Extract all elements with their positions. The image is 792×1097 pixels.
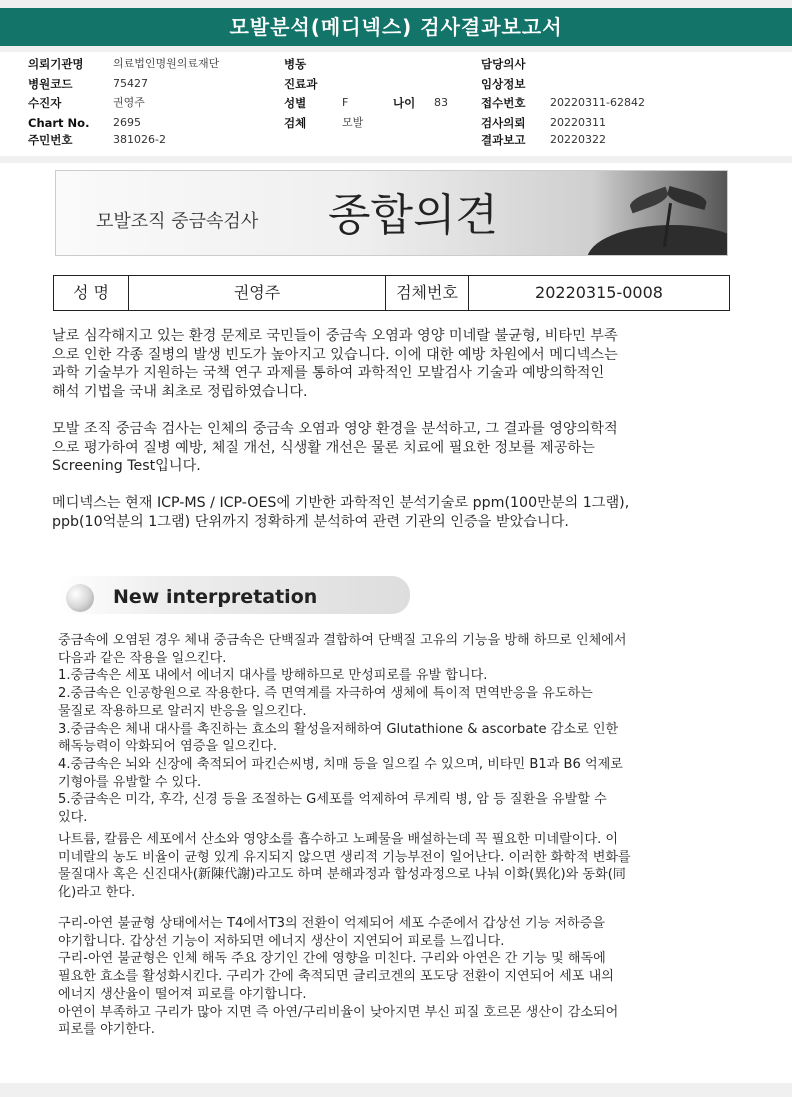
specimen-label: 검체번호 [386, 276, 469, 310]
report-title: 모발분석(메디넥스) 검사결과보고서 [0, 8, 792, 46]
intro-paragraph [52, 327, 742, 401]
text-line: 나트륨, 칼륨은 세포에서 산소와 영양소를 흡수하고 노폐물을 배설하는데 꼭 필요한 미네랄이다. 이 [58, 832, 619, 847]
bullet-sphere-icon [66, 584, 94, 612]
interpretation-paragraph [58, 632, 733, 827]
info-label: 검사의뢰 [481, 116, 526, 130]
text-line: 중금속에 오염된 경우 체내 중금속은 단백질과 결합하여 단백질 고유의 기능을 방해 하므로 인체에서 [58, 633, 627, 648]
info-label: Chart No. [28, 116, 90, 130]
patient-info-panel [0, 52, 792, 156]
text-line: 물질대사 혹은 신진대사(新陳代謝)라고도 하며 분해과정과 합성과정으로 나눠 이화(異化)와 동화(同 [58, 867, 626, 883]
info-label: 진료과 [284, 77, 318, 91]
text-line: Screening Test입니다. [52, 458, 201, 474]
summary-banner [55, 170, 728, 256]
text-line: 구리-아연 불균형 상태에서는 T4에서T3의 전환이 억제되어 세포 수준에서 갑상선 기능 저하증을 [58, 916, 605, 931]
leaf-icon [666, 186, 708, 210]
name-label: 성 명 [54, 276, 129, 310]
info-label: 성별 [284, 96, 307, 110]
text-line: 구리-아연 불균형은 인체 해독 주요 장기인 간에 영향을 미친다. 구리와 아연은 간 기능 및 해독에 [58, 951, 606, 967]
banner-subtitle: 모발조직 중금속검사 [96, 211, 259, 232]
info-label: 검체 [284, 116, 307, 130]
sprout-hill-icon [587, 225, 728, 256]
name-value: 권영주 [129, 276, 386, 310]
info-label: 주민번호 [28, 133, 73, 147]
info-label: 나이 [393, 96, 416, 110]
text-line: 으로 인한 각종 질병의 발생 빈도가 높아지고 있습니다. 이에 대한 예방 차원에서 메디넥스는 [52, 346, 618, 363]
info-value: 83 [434, 96, 448, 109]
text-line: 물질로 작용하므로 알러지 반응을 일으킨다. [58, 703, 307, 719]
info-label: 담당의사 [481, 57, 526, 71]
text-line: 있다. [58, 810, 88, 826]
text-line: 야기합니다. 갑상선 기능이 저하되면 에너지 생산이 지연되어 피로를 느낍니다. [58, 933, 505, 949]
info-label: 수진자 [28, 96, 62, 110]
info-value: 2695 [113, 116, 141, 129]
text-line: 2.중금속은 인공항원으로 작용한다. 즉 면역계를 자극하여 생체에 특이적 면역반응을 유도하는 [58, 686, 593, 702]
text-line: 1.중금속은 세포 내에서 에너지 대사를 방해하므로 만성피로를 유발 합니다. [58, 668, 488, 684]
info-label: 의뢰기관명 [28, 57, 84, 71]
interpretation-paragraph [58, 915, 733, 1039]
info-value: 권영주 [113, 96, 145, 109]
text-line: 5.중금속은 미각, 후각, 신경 등을 조절하는 G세포를 억제하여 루게릭 병, 암 등 질환을 유발할 수 [58, 792, 607, 808]
info-value: 20220311 [550, 116, 606, 129]
specimen-value: 20220315-0008 [535, 283, 663, 302]
text-line: 으로 평가하여 질병 예방, 체질 개선, 식생활 개선은 물론 치료에 필요한 정보를 제공하는 [52, 439, 595, 456]
text-line: 4.중금속은 뇌와 신장에 축적되어 파킨슨씨병, 치매 등을 일으킬 수 있으며, 비타민 B1과 B6 억제로 [58, 756, 623, 772]
text-line: ppb(10억분의 1그램) 단위까지 정확하게 분석하여 관련 기관의 인증을 받았습니다. [52, 513, 569, 530]
info-label: 병동 [284, 57, 307, 71]
text-line: 메디넥스는 현재 ICP-MS / ICP-OES에 기반한 과학적인 분석기술로 ppm(100만분의 1그램), [52, 495, 630, 511]
text-line: 피로를 야기한다. [58, 1022, 155, 1038]
text-line: 기형아를 유발할 수 있다. [58, 774, 202, 790]
intro-paragraph [52, 420, 742, 476]
interpretation-paragraph [58, 831, 733, 902]
info-label: 병원코드 [28, 77, 73, 91]
text-line: 과학 기술부가 지원하는 국책 연구 과제를 통하여 과학적인 모발검사 기술과 예방의학적인 [52, 365, 605, 381]
info-value: 381026-2 [113, 133, 166, 146]
info-value: F [342, 96, 349, 109]
leaf-icon [628, 187, 670, 214]
text-line: 모발 조직 중금속 검사는 인체의 중금속 오염과 영양 환경을 분석하고, 그 결과를 영양의학적 [52, 421, 618, 437]
text-line: 미네랄의 농도 비율이 균형 있게 유지되지 않으면 생리적 기능부전이 일어난다. 이러한 화학적 변화를 [58, 849, 631, 865]
text-line: 다음과 같은 작용을 일으킨다. [58, 650, 227, 666]
text-line: 아연이 부족하고 구리가 많아 지면 즉 아연/구리비율이 낮아지면 부신 피질 호르몬 생산이 감소되어 [58, 1004, 619, 1020]
info-value: 20220311-62842 [550, 96, 645, 109]
info-value: 의료법인명원의료재단 [113, 57, 220, 70]
banner-title: 종합의견 [328, 190, 499, 241]
info-label: 임상정보 [481, 77, 526, 91]
text-line: 化)라고 한다. [58, 885, 136, 901]
info-value: 75427 [113, 77, 148, 90]
info-value: 모발 [342, 116, 364, 129]
info-label: 결과보고 [481, 133, 526, 147]
text-line: 필요한 효소를 활성화시킨다. 구리가 간에 축적되면 글리코겐의 포도당 전환이 지연되어 세포 내의 [58, 969, 614, 985]
patient-name-table [53, 275, 730, 311]
info-value: 20220322 [550, 133, 606, 146]
text-line: 날로 심각해지고 있는 환경 문제로 국민들이 중금속 오염과 영양 미네랄 불균형, 비타민 부족 [52, 328, 618, 344]
intro-paragraph [52, 494, 742, 531]
text-line: 3.중금속은 체내 대사를 촉진하는 효소의 활성을저해하여 Glutathione & ascorbate 감소로 인한 [58, 721, 619, 737]
text-line: 에너지 생산율이 떨어져 피로를 야기합니다. [58, 986, 307, 1002]
section-heading: New interpretation [113, 586, 318, 608]
report-sheet [0, 163, 792, 1083]
info-label: 접수번호 [481, 96, 526, 110]
text-line: 해독능력이 악화되어 염증을 일으킨다. [58, 739, 278, 755]
text-line: 해석 기법을 국내 최초로 정립하였습니다. [52, 383, 308, 400]
